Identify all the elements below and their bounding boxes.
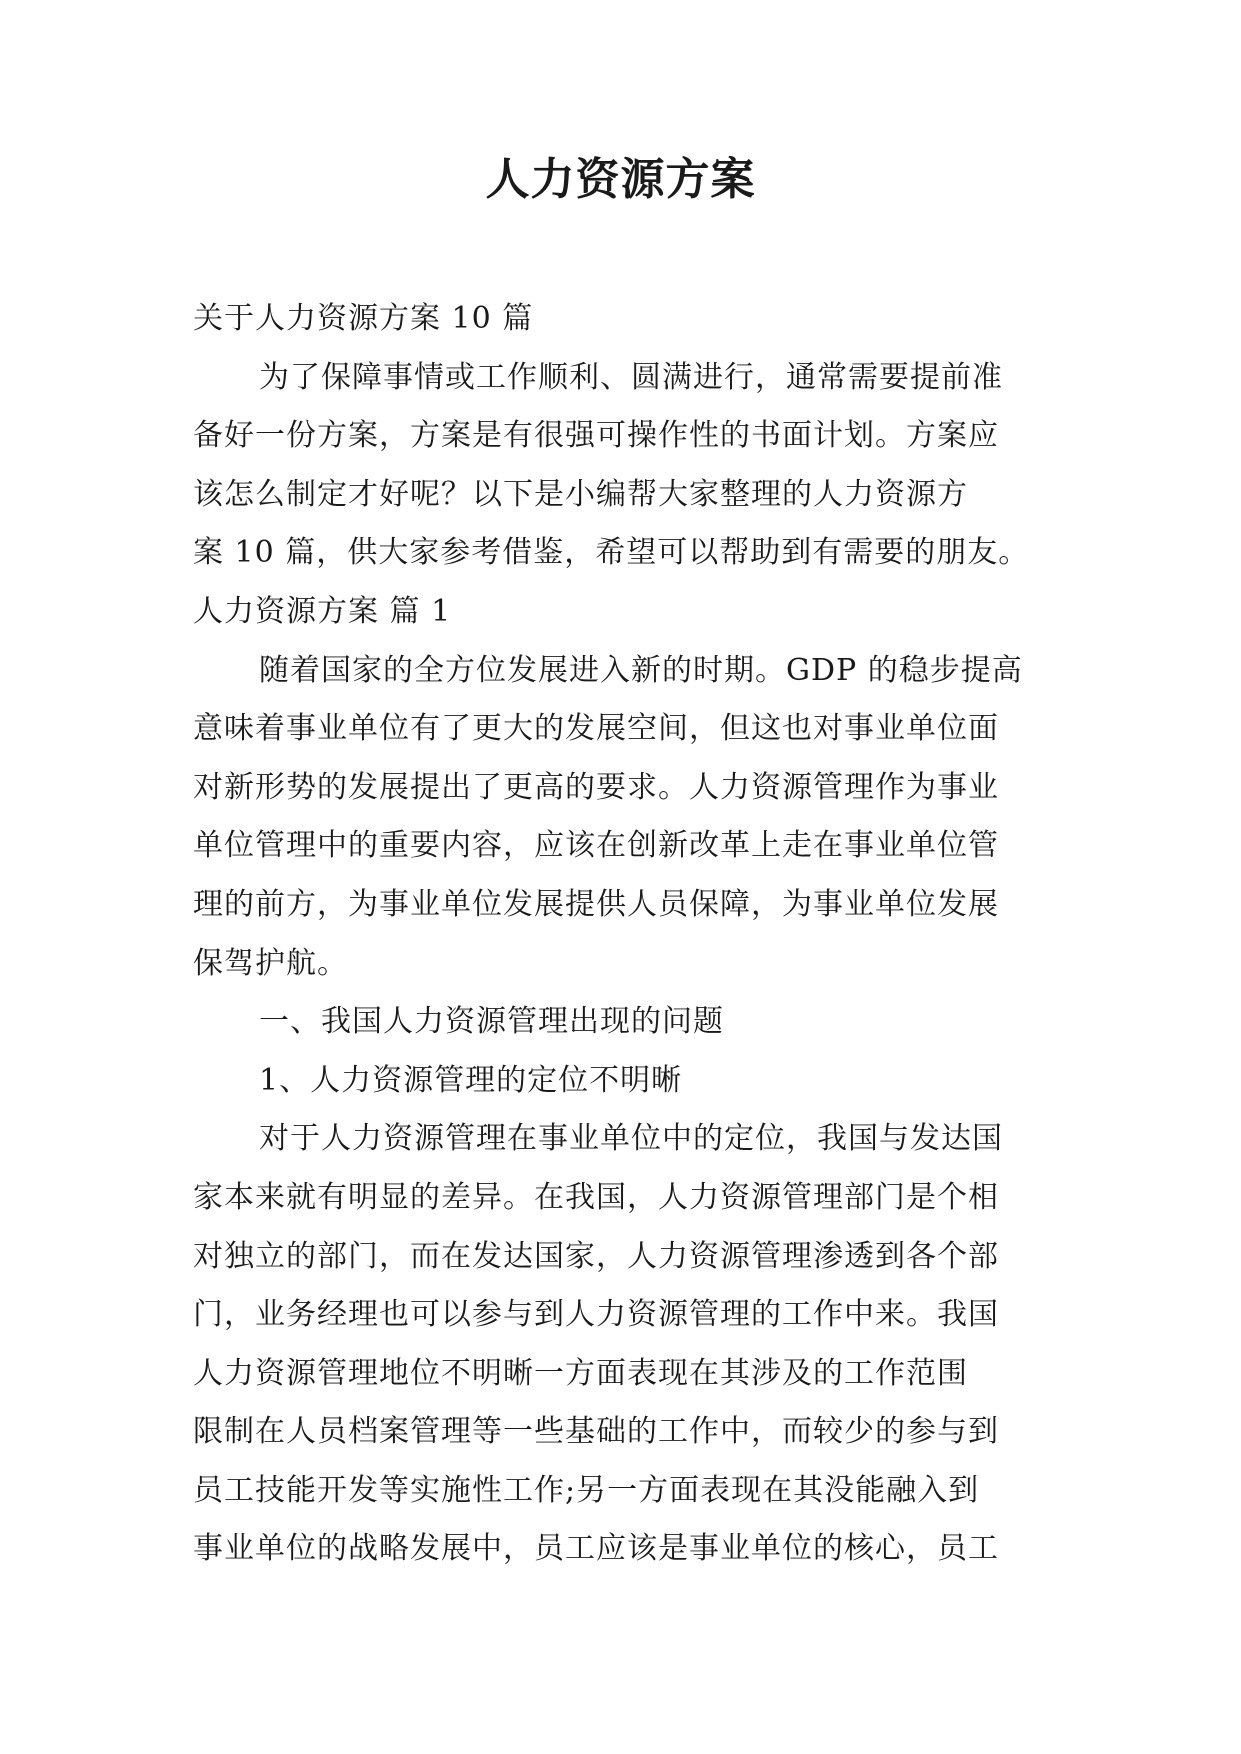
body-line: 家本来就有明显的差异。在我国，人力资源管理部门是个相 <box>193 1179 999 1215</box>
body-line: 对新形势的发展提出了更高的要求。人力资源管理作为事业 <box>193 769 999 805</box>
body-line: 员工技能开发等实施性工作;另一方面表现在其没能融入到 <box>193 1472 980 1508</box>
body-line: 意味着事业单位有了更大的发展空间，但这也对事业单位面 <box>193 711 999 747</box>
subheading: 1、人力资源管理的定位不明晰 <box>259 1062 683 1098</box>
body-line: 关于人力资源方案 10 篇 <box>193 301 534 336</box>
body-line: 限制在人员档案管理等一些基础的工作中，而较少的参与到 <box>193 1414 999 1450</box>
document-body <box>193 290 1073 1579</box>
body-line: 人力资源管理地位不明晰一方面表现在其涉及的工作范围 <box>193 1355 968 1391</box>
body-line: 备好一份方案，方案是有很强可操作性的书面计划。方案应 <box>193 418 999 454</box>
body-line: 对于人力资源管理在事业单位中的定位，我国与发达国 <box>259 1121 1003 1157</box>
body-line: 该怎么制定才好呢？以下是小编帮大家整理的人力资源方 <box>193 476 968 512</box>
body-line: 为了保障事情或工作顺利、圆满进行，通常需要提前准 <box>259 359 1003 395</box>
body-line: 单位管理中的重要内容，应该在创新改革上走在事业单位管 <box>193 828 999 864</box>
body-line: 案 10 篇，供大家参考借鉴，希望可以帮助到有需要的朋友。 <box>193 535 1030 571</box>
body-line: 对独立的部门，而在发达国家，人力资源管理渗透到各个部 <box>193 1238 999 1274</box>
body-line: 事业单位的战略发展中，员工应该是事业单位的核心，员工 <box>193 1531 999 1567</box>
body-line: 保驾护航。 <box>193 945 348 981</box>
body-line: 随着国家的全方位发展进入新的时期。GDP 的稳步提高 <box>259 652 1023 688</box>
document-title: 人力资源方案 <box>485 154 756 205</box>
section-heading: 人力资源方案 篇 1 <box>193 593 452 629</box>
body-line: 门，业务经理也可以参与到人力资源管理的工作中来。我国 <box>193 1297 999 1333</box>
body-line: 理的前方，为事业单位发展提供人员保障，为事业单位发展 <box>193 886 999 922</box>
subheading: 一、我国人力资源管理出现的问题 <box>259 1004 724 1040</box>
